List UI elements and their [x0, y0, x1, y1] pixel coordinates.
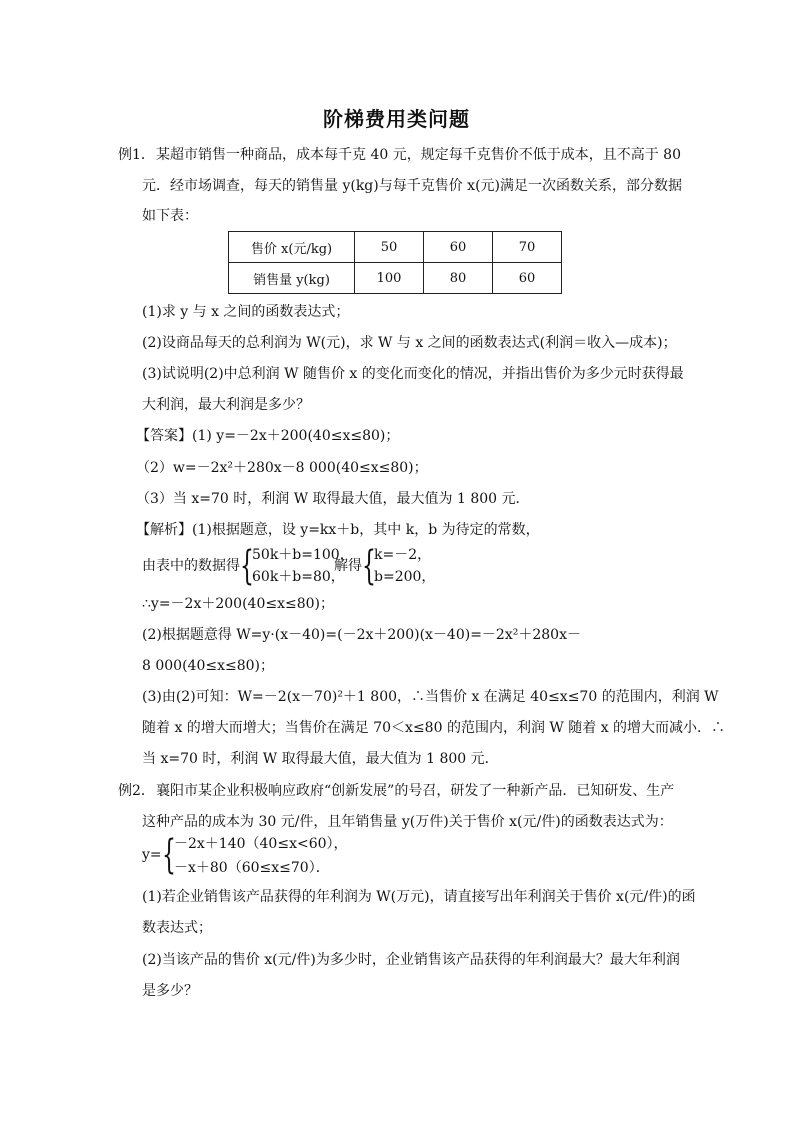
analysis-2-prefix: 由表中的数据得: [142, 558, 240, 574]
question-3-cont: 大利润，最大利润是多少？: [142, 397, 310, 413]
table-cell: 80: [424, 263, 493, 294]
price-sales-table: [228, 231, 562, 294]
system-eq-2: 60k＋b=80，: [252, 569, 345, 585]
analysis-2-mid: 解得: [334, 558, 362, 574]
brace-icon: {: [240, 543, 254, 589]
example-2-line: 襄阳市某企业积极响应政府“创新发展”的号召，研发了一种新产品．已知研发、生产: [156, 783, 675, 799]
piecewise-eq-2: －x＋80（60≤x≤70）．: [174, 860, 330, 876]
example-1-line: 如下表：: [142, 208, 198, 224]
example-2-question-2: (2)当该产品的售价 x(元/件)为多少时，企业销售该产品获得的年利润最大？最大年利润: [142, 952, 680, 968]
page-title: 阶梯费用类问题: [323, 107, 470, 131]
example-2-label: 例2．: [118, 783, 155, 799]
piecewise-prefix: y=: [142, 847, 162, 863]
example-1-line: 某超市销售一种商品，成本每千克 40 元，规定每千克售价不低于成本，且不高于 80: [156, 147, 681, 163]
table-cell: 60: [424, 232, 493, 263]
analysis-4: (2)根据题意得 W=y·(x－40)=(－2x＋200)(x－40)=－2x²＋280x－: [142, 627, 581, 643]
example-1-label: 例1．: [118, 147, 155, 163]
brace-icon: {: [162, 832, 176, 878]
piecewise-eq-1: －2x＋140（40≤x<60），: [174, 836, 348, 852]
solution-eq-1: k=－2，: [374, 547, 432, 563]
analysis-5: 8 000(40≤x≤80)；: [142, 658, 274, 674]
analysis-3: ∴y=－2x＋200(40≤x≤80)；: [142, 596, 334, 612]
table-row: [229, 232, 562, 263]
analysis-7: 随着 x 的增大而增大；当售价在满足 70＜x≤80 的范围内，利润 W 随着 x 的增大而减小．∴: [142, 720, 726, 736]
table-cell: 70: [493, 232, 562, 263]
example-2-question-1: (1)若企业销售该产品获得的年利润为 W(万元)，请直接写出年利润关于售价 x(元/件)的函: [142, 889, 696, 905]
table-cell: 60: [493, 263, 562, 294]
example-2-question-1-cont: 数表达式；: [142, 920, 212, 936]
answer-2: （2）w=－2x²＋280x－8 000(40≤x≤80)；: [136, 460, 428, 476]
solution-eq-2: b=200，: [374, 569, 436, 585]
example-1-line: 元．经市场调查，每天的销售量 y(kg)与每千克售价 x(元)满足一次函数关系，部分数据: [142, 178, 682, 194]
question-3: (3)试说明(2)中总利润 W 随售价 x 的变化而变化的情况，并指出售价为多少元时获得最: [142, 366, 684, 382]
table-cell: 50: [355, 232, 424, 263]
table-cell: 销售量 y(kg): [229, 263, 355, 294]
table-cell: 100: [355, 263, 424, 294]
answer-1: 【答案】(1) y=－2x＋200(40≤x≤80)；: [136, 428, 400, 444]
example-2-question-2-cont: 是多少？: [142, 983, 198, 999]
brace-icon: {: [362, 543, 376, 589]
answer-3: （3）当 x=70 时，利润 W 取得最大值，最大值为 1 800 元．: [136, 491, 530, 507]
question-2: (2)设商品每天的总利润为 W(元)，求 W 与 x 之间的函数表达式(利润＝收入—成本)；: [142, 335, 677, 351]
analysis-1: 【解析】(1)根据题意，设 y=kx＋b，其中 k，b 为待定的常数，: [136, 522, 540, 538]
table-row: [229, 263, 562, 294]
system-eq-1: 50k＋b=100，: [252, 547, 354, 563]
question-1: (1)求 y 与 x 之间的函数表达式；: [142, 304, 350, 320]
analysis-8: 当 x=70 时，利润 W 取得最大值，最大值为 1 800 元．: [142, 751, 499, 767]
table-cell: 售价 x(元/kg): [229, 232, 355, 263]
example-2-line: 这种产品的成本为 30 元/件，且年销售量 y(万件)关于售价 x(元/件)的函数表达式为：: [142, 814, 673, 830]
analysis-6: (3)由(2)可知：W=－2(x－70)²＋1 800，∴当售价 x 在满足 40≤x≤70 的范围内，利润 W: [142, 689, 719, 705]
